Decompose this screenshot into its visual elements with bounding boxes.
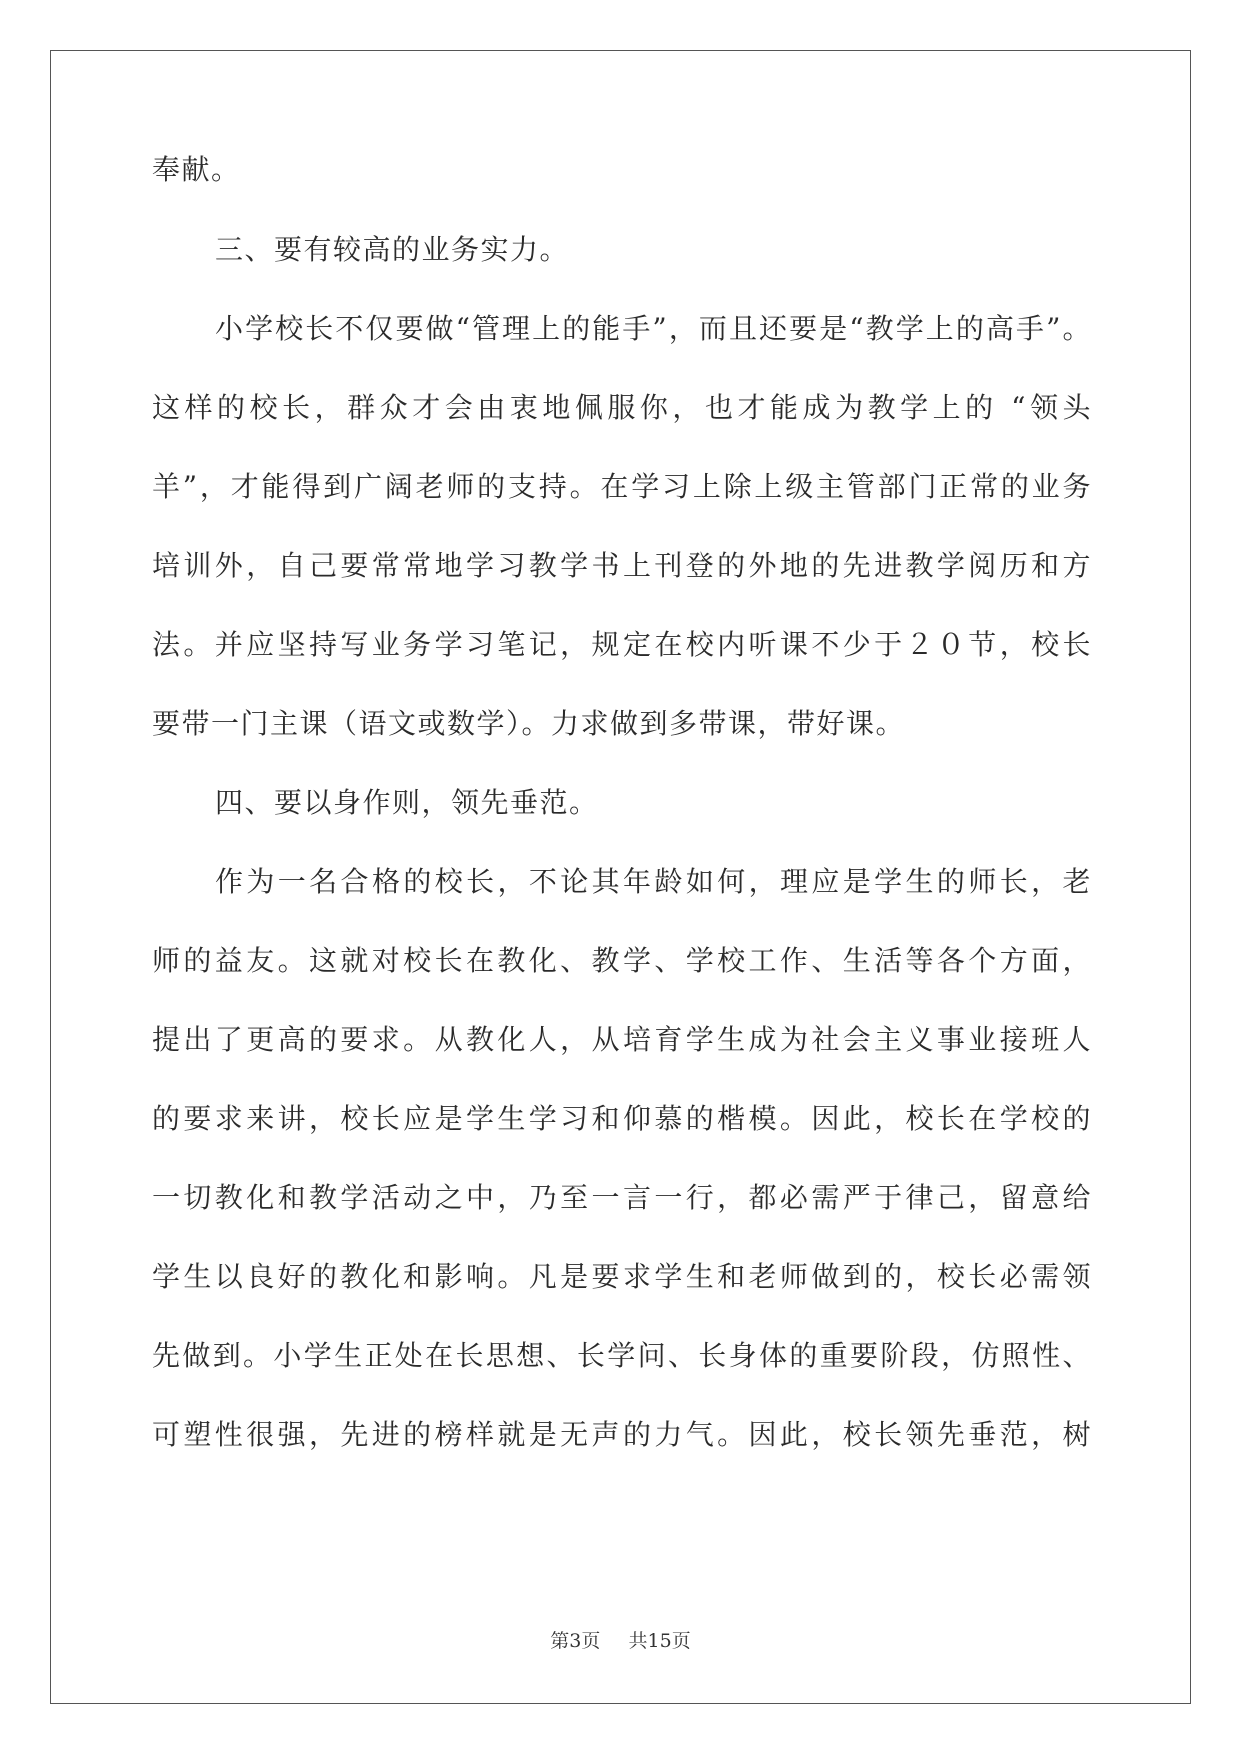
text-line: 先做到。小学生正处在长思想、长学问、长身体的重要阶段，仿照性、 — [152, 1339, 1092, 1372]
text-line: 小学校长不仅要做“管理上的能手”，而且还要是“教学上的高手”。 — [215, 312, 1092, 345]
section-heading: 四、要以身作则，领先垂范。 — [215, 786, 599, 819]
text-line: 可塑性很强，先进的榜样就是无声的力气。因此，校长领先垂范，树 — [152, 1418, 1092, 1451]
text-line: 法。并应坚持写业务学习笔记，规定在校内听课不少于２０节，校长 — [152, 628, 1092, 661]
text-line: 一切教化和教学活动之中，乃至一言一行，都必需严于律己，留意给 — [152, 1181, 1092, 1214]
text-line: 培训外，自己要常常地学习教学书上刊登的外地的先进教学阅历和方 — [152, 549, 1092, 582]
text-line: 奉献。 — [152, 153, 241, 186]
text-line: 提出了更高的要求。从教化人，从培育学生成为社会主义事业接班人 — [152, 1023, 1092, 1056]
text-line: 羊”，才能得到广阔老师的支持。在学习上除上级主管部门正常的业务 — [152, 470, 1092, 503]
text-line: 的要求来讲，校长应是学生学习和仰慕的楷模。因此，校长在学校的 — [152, 1102, 1092, 1135]
text-line: 这样的校长，群众才会由衷地佩服你，也才能成为教学上的 “领头 — [152, 391, 1092, 424]
page-footer — [0, 1626, 1241, 1653]
text-line: 师的益友。这就对校长在教化、教学、学校工作、生活等各个方面， — [152, 944, 1092, 977]
total-pages: 共15页 — [628, 1630, 691, 1652]
page-number: 第3页 — [550, 1630, 601, 1652]
section-heading: 三、要有较高的业务实力。 — [215, 233, 570, 266]
text-line: 学生以良好的教化和影响。凡是要求学生和老师做到的，校长必需领 — [152, 1260, 1092, 1293]
text-line: 要带一门主课（语文或数学）。力求做到多带课，带好课。 — [152, 707, 906, 740]
text-line: 作为一名合格的校长，不论其年龄如何，理应是学生的师长，老 — [215, 865, 1092, 898]
